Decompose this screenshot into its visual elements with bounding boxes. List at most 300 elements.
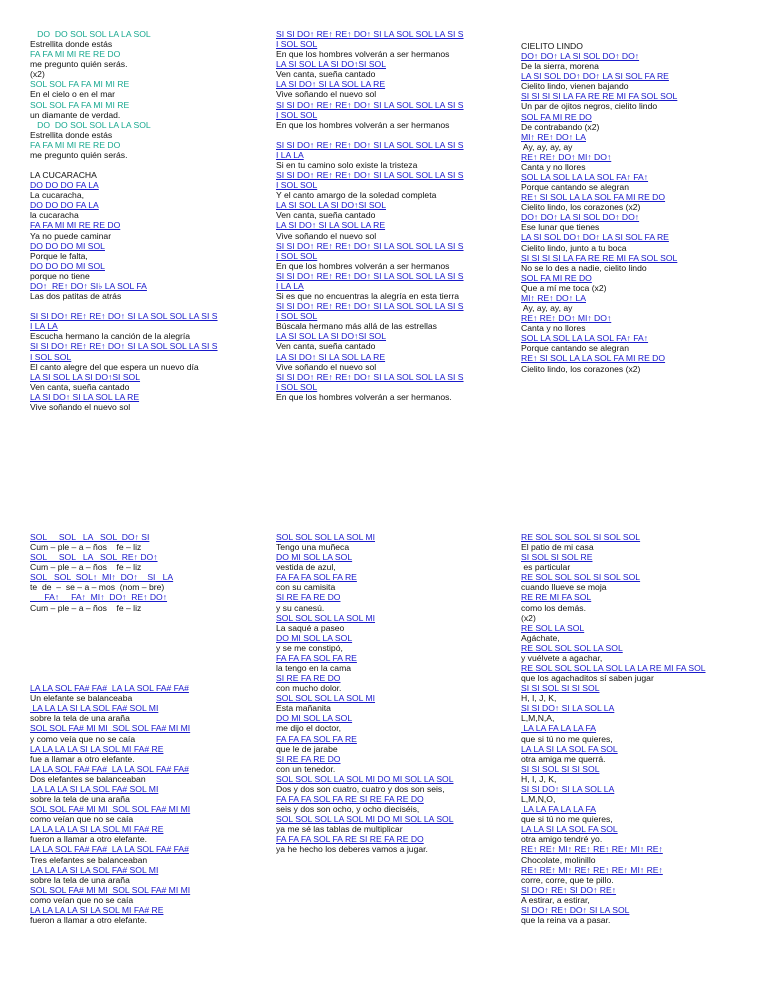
- note-line[interactable]: LA LA LA LA SI LA SOL MI FA# RE: [30, 824, 164, 835]
- note-row: [276, 834, 508, 844]
- note-line[interactable]: RE SOL SOL SOL SI SOL SOL: [521, 532, 641, 542]
- note-row: [521, 152, 753, 162]
- note-row: [521, 112, 753, 122]
- note-line[interactable]: SOL SOL LA SOL DO↑ SI: [30, 532, 150, 542]
- lyric-row: [521, 693, 753, 703]
- note-line[interactable]: DO↑ DO↑ LA SI SOL DO↑ DO↑: [521, 51, 640, 62]
- lyric-line: Que a mí me toca (x2): [521, 282, 607, 293]
- lyric-row: [276, 190, 508, 200]
- lyric-line: Ese lunar que tienes: [521, 222, 600, 233]
- lyric-line: La saqué a paseo: [276, 622, 345, 633]
- lyric-line: ya me sé las tablas de multiplicar: [276, 824, 403, 835]
- note-line[interactable]: SI SI SOL SI SI SOL: [521, 763, 600, 774]
- song-block-tengo-una-muneca: [276, 532, 508, 855]
- lyric-row: [521, 542, 753, 552]
- note-row: [30, 120, 262, 130]
- lyric-row: [521, 713, 753, 723]
- note-line[interactable]: SOL SOL SOL LA SOL MI DO MI SOL LA SOL: [276, 814, 454, 825]
- note-row: [30, 29, 262, 39]
- note-row: [521, 643, 753, 653]
- note-row: [30, 341, 262, 351]
- note-row: [521, 885, 753, 895]
- note-line[interactable]: SI SI DO↑ RE↑ RE↑ DO↑ SI LA SOL SOL LA SI S: [276, 301, 464, 312]
- note-line[interactable]: SOL SOL SOL↑ MI↑ DO↑ SI LA: [30, 572, 174, 583]
- lyric-row: [521, 562, 753, 572]
- lyric-row: [30, 210, 262, 220]
- note-line[interactable]: MI↑ RE↑ DO↑ LA: [521, 292, 586, 303]
- note-line[interactable]: FA FA MI MI RE RE DO: [30, 220, 121, 231]
- lyric-line: (x2): [30, 69, 45, 80]
- note-row: [276, 241, 508, 251]
- note-row: [30, 321, 262, 331]
- note-line[interactable]: RE SOL SOL SOL LA SOL LA LA RE MI FA SOL: [521, 663, 706, 674]
- lyric-line: Ven canta, sueña cantado: [276, 69, 376, 80]
- note-line[interactable]: I SOL SOL: [276, 250, 318, 261]
- note-row: [521, 333, 753, 343]
- lyric-row: [30, 814, 262, 824]
- note-line[interactable]: I LA LA: [276, 280, 304, 291]
- note-line[interactable]: LA LA LA SI LA SOL FA# SOL MI: [30, 783, 159, 794]
- note-row: [276, 352, 508, 362]
- lyric-line: Cum – ple – a – ños fe – liz: [30, 602, 142, 613]
- note-line[interactable]: SI SI SI SI LA FA RE RE MI FA SOL SOL: [521, 91, 678, 102]
- song-block-cielito-lindo: [521, 41, 753, 374]
- note-row: [30, 592, 262, 602]
- lyric-row: [521, 41, 753, 51]
- note-row: [30, 723, 262, 733]
- note-row: [521, 71, 753, 81]
- lyric-row: [521, 613, 753, 623]
- lyric-line: seis y dos son ocho, y ocho dieciséis,: [276, 804, 420, 815]
- lyric-line: como los demás.: [521, 602, 586, 613]
- lyric-row: [521, 202, 753, 212]
- lyric-line: Canta y no llores: [521, 323, 586, 334]
- lyric-row: [521, 834, 753, 844]
- note-row: [521, 592, 753, 602]
- lyric-row: [30, 39, 262, 49]
- lyric-row: [30, 150, 262, 160]
- lyric-row: [521, 774, 753, 784]
- lyric-line: es particular: [521, 562, 571, 573]
- note-row: [30, 552, 262, 562]
- lyric-row: [30, 875, 262, 885]
- lyric-row: [521, 122, 753, 132]
- lyric-line: Ay, ay, ay, ay: [521, 141, 573, 152]
- lyric-line: y se me constipó,: [276, 642, 343, 653]
- note-row: [521, 764, 753, 774]
- lyric-row: [276, 231, 508, 241]
- note-line[interactable]: LA LA FA LA LA FA: [521, 804, 597, 815]
- note-line: FA FA MI MI RE RE DO: [30, 139, 121, 150]
- note-row: [276, 734, 508, 744]
- note-line: DO DO SOL SOL LA LA SOL: [30, 119, 151, 130]
- lyric-row: [276, 89, 508, 99]
- lyric-line: El patio de mi casa: [521, 542, 594, 553]
- note-row: [521, 353, 753, 363]
- note-line[interactable]: SI SI DO↑ SI LA SOL LA: [521, 783, 615, 794]
- note-line[interactable]: LA SI SOL LA SI DO↑SI SOL: [276, 331, 387, 342]
- note-row: [276, 754, 508, 764]
- note-line: FA FA MI MI RE RE DO: [30, 49, 121, 60]
- lyric-line: y vuélvete a agachar,: [521, 652, 603, 663]
- note-line[interactable]: I SOL SOL: [276, 109, 318, 120]
- note-line[interactable]: RE↑ RE↑ MI↑ RE↑ RE↑ RE↑ MI↑ RE↑: [521, 864, 663, 875]
- note-line[interactable]: SOL LA SOL LA LA SOL FA↑ FA↑: [521, 333, 649, 344]
- note-row: [276, 140, 508, 150]
- note-row: [521, 273, 753, 283]
- lyric-row: [521, 323, 753, 333]
- lyric-row: [276, 542, 508, 552]
- note-row: [521, 91, 753, 101]
- note-row: [30, 372, 262, 382]
- lyric-line: sobre la tela de una araña: [30, 874, 130, 885]
- note-line[interactable]: LA SI SOL LA SI DO↑SI SOL: [276, 59, 387, 70]
- lyric-line: la tengo en la cama: [276, 663, 352, 674]
- lyric-line: Estrellita donde estás: [30, 39, 113, 50]
- lyric-line: En que los hombres volverán a ser hermanos: [276, 260, 450, 271]
- note-line[interactable]: RE↑ RE↑ DO↑ MI↑ DO↑: [521, 151, 612, 162]
- note-line[interactable]: SI SI DO↑ RE↑ RE↑ DO↑ SI LA SOL SOL LA SI S: [30, 341, 218, 352]
- lyric-row: [521, 343, 753, 353]
- note-line[interactable]: LA LA LA SI LA SOL FA# SOL MI: [30, 864, 159, 875]
- note-line[interactable]: DO↑ DO↑ LA SI SOL DO↑ DO↑: [521, 212, 640, 223]
- note-row: [30, 352, 262, 362]
- lyric-row: [276, 49, 508, 59]
- lyric-line: No se lo des a nadie, cielito lindo: [521, 262, 647, 273]
- lyric-row: [30, 130, 262, 140]
- note-line[interactable]: SOL SOL SOL LA SOL MI: [276, 693, 376, 704]
- lyric-line: corre, corre, que te pillo.: [521, 874, 614, 885]
- lyric-line: un diamante de verdad.: [30, 109, 121, 120]
- note-line[interactable]: SI DO↑ RE↑ SI DO↑ RE↑: [521, 884, 617, 895]
- lyric-row: [276, 160, 508, 170]
- note-line[interactable]: SI RE FA RE DO: [276, 753, 341, 764]
- note-row: [30, 49, 262, 59]
- lyric-row: [30, 855, 262, 865]
- lyric-row: [521, 182, 753, 192]
- note-row: [521, 552, 753, 562]
- note-line[interactable]: RE RE MI FA SOL: [521, 592, 592, 603]
- note-line[interactable]: SI SI SI SI LA FA RE RE MI FA SOL SOL: [521, 252, 678, 263]
- note-line[interactable]: LA LA FA LA LA FA: [521, 723, 597, 734]
- lyric-line: Ven canta, sueña cantado: [276, 210, 376, 221]
- note-line[interactable]: I LA LA: [30, 321, 58, 332]
- lyric-row: [276, 69, 508, 79]
- note-line[interactable]: LA SI DO↑ SI LA SOL LA RE: [30, 391, 140, 402]
- note-row: [30, 703, 262, 713]
- lyric-row: [30, 774, 262, 784]
- lyric-row: [521, 142, 753, 152]
- note-line[interactable]: SOL SOL FA# MI MI SOL SOL FA# MI MI: [30, 723, 191, 734]
- note-line[interactable]: I SOL SOL: [276, 311, 318, 322]
- lyric-line: En el cielo o en el mar: [30, 89, 116, 100]
- lyric-row: [521, 81, 753, 91]
- note-line[interactable]: I SOL SOL: [30, 351, 72, 362]
- lyric-row: [521, 734, 753, 744]
- note-line[interactable]: MI↑ RE↑ DO↑ LA: [521, 131, 586, 142]
- note-row: [30, 784, 262, 794]
- lyric-line: otra amigo tendré yo.: [521, 834, 603, 845]
- note-line: DO DO SOL SOL LA LA SOL: [30, 29, 151, 39]
- lyric-line: cuando llueve se moja: [521, 582, 607, 593]
- lyric-row: [521, 263, 753, 273]
- note-line[interactable]: SOL SOL FA# MI MI SOL SOL FA# MI MI: [30, 884, 191, 895]
- lyric-line: LA CUCARACHA: [30, 170, 97, 181]
- note-line[interactable]: SI SI DO↑ RE↑ RE↑ DO↑ SI LA SOL SOL LA SI S: [276, 139, 464, 150]
- blank-line: [30, 633, 262, 643]
- note-row: [521, 723, 753, 733]
- lyric-row: [521, 582, 753, 592]
- lyric-row: [30, 834, 262, 844]
- note-line[interactable]: SI SI DO↑ RE↑ RE↑ DO↑ SI LA SOL SOL LA SI S: [276, 29, 464, 39]
- note-row: [276, 693, 508, 703]
- note-line[interactable]: RE SOL SOL SOL LA SOL: [521, 642, 623, 653]
- lyric-row: [30, 331, 262, 341]
- note-row: [521, 572, 753, 582]
- lyric-row: [30, 895, 262, 905]
- note-line[interactable]: SI SI DO↑ RE↑ RE↑ DO↑ SI LA SOL SOL LA SI S: [276, 270, 464, 281]
- lyric-row: [30, 603, 262, 613]
- note-row: [30, 905, 262, 915]
- note-line[interactable]: SOL SOL SOL LA SOL MI: [276, 612, 376, 623]
- note-row: [276, 713, 508, 723]
- lyric-line: que si tú no me quieres,: [521, 814, 613, 825]
- song-block-estrellita-cucaracha-himno: [30, 29, 262, 412]
- note-line[interactable]: DO DO DO FA LA: [30, 200, 99, 211]
- note-line[interactable]: LA LA SOL FA# FA# LA LA SOL FA# FA#: [30, 844, 189, 855]
- note-line[interactable]: DO MI SOL LA SOL: [276, 552, 353, 563]
- note-row: [276, 170, 508, 180]
- note-line[interactable]: LA LA SOL FA# FA# LA LA SOL FA# FA#: [30, 763, 189, 774]
- lyric-line: La cucaracha,: [30, 190, 84, 201]
- lyric-row: [276, 582, 508, 592]
- note-line[interactable]: FA FA FA SOL FA RE SI RE FA RE DO: [276, 794, 424, 805]
- note-row: [276, 39, 508, 49]
- note-line[interactable]: SI SI DO↑ RE↑ RE↑ DO↑ SI LA SOL SOL LA SI S: [276, 240, 464, 251]
- note-row: [30, 140, 262, 150]
- lyric-row: [276, 663, 508, 673]
- note-line[interactable]: SI RE FA RE DO: [276, 592, 341, 603]
- note-row: [276, 382, 508, 392]
- lyric-row: [30, 362, 262, 372]
- lyric-line: Las dos patitas de atrás: [30, 291, 122, 302]
- note-line[interactable]: SOL SOL SOL LA SOL MI: [276, 532, 376, 542]
- note-line[interactable]: FA FA FA SOL FA RE: [276, 572, 357, 583]
- note-row: [30, 824, 262, 834]
- note-line[interactable]: DO↑ RE↑ DO↑ SI♭ LA SOL FA: [30, 280, 147, 291]
- note-row: [276, 613, 508, 623]
- note-row: [521, 663, 753, 673]
- note-line[interactable]: FA↑ FA↑ MI↑ DO↑ RE↑ DO↑: [30, 592, 168, 603]
- note-row: [521, 784, 753, 794]
- lyric-row: [30, 794, 262, 804]
- lyric-row: [30, 542, 262, 552]
- lyric-line: te de – se – a – mos (nom – bre): [30, 582, 165, 593]
- note-row: [30, 804, 262, 814]
- note-line[interactable]: LA LA LA LA SI LA SOL MI FA# RE: [30, 904, 164, 915]
- note-line[interactable]: RE↑ SI SOL LA LA SOL FA MI RE DO: [521, 192, 666, 203]
- lyric-line: De la sierra, morena: [521, 61, 599, 72]
- blank-line: [276, 130, 508, 140]
- note-line[interactable]: SI SI DO↑ RE↑ RE↑ DO↑ SI LA SOL SOL LA SI S: [276, 99, 464, 110]
- lyric-row: [521, 303, 753, 313]
- lyric-line: Estrellita donde estás: [30, 129, 113, 140]
- lyric-line: como veían que no se caía: [30, 814, 134, 825]
- note-line[interactable]: I SOL SOL: [276, 381, 318, 392]
- blank-line: [30, 301, 262, 311]
- note-row: [276, 814, 508, 824]
- note-line[interactable]: FA FA FA SOL FA RE: [276, 652, 357, 663]
- note-row: [276, 150, 508, 160]
- note-line[interactable]: SI SI SOL SI SI SOL: [521, 683, 600, 694]
- blank-line: [30, 663, 262, 673]
- note-row: [521, 172, 753, 182]
- lyric-line: Ya no puede caminar: [30, 230, 112, 241]
- note-line[interactable]: LA LA LA SI LA SOL FA# SOL MI: [30, 703, 159, 714]
- note-line[interactable]: SI RE FA RE DO: [276, 673, 341, 684]
- note-line[interactable]: SI SI DO↑ RE↑ RE↑ DO↑ SI LA SOL SOL LA SI S: [276, 170, 464, 181]
- note-line[interactable]: DO DO DO MI SOL: [30, 240, 105, 251]
- note-row: [276, 251, 508, 261]
- lyric-row: [276, 623, 508, 633]
- lyric-row: [30, 734, 262, 744]
- note-row: [521, 865, 753, 875]
- blank-line: [30, 613, 262, 623]
- lyric-line: me pregunto quién serás.: [30, 59, 128, 70]
- note-line[interactable]: LA SI DO↑ SI LA SOL LA RE: [276, 220, 386, 231]
- note-line[interactable]: I SOL SOL: [276, 180, 318, 191]
- lyric-row: [276, 824, 508, 834]
- lyric-line: Vive soñando el nuevo sol: [276, 361, 377, 372]
- lyric-line: Ay, ay, ay, ay: [521, 303, 573, 314]
- lyric-line: Búscala hermano más allá de las estrellas: [276, 321, 437, 332]
- lyric-row: [30, 693, 262, 703]
- note-line[interactable]: LA LA LA LA SI LA SOL MI FA# RE: [30, 743, 164, 754]
- note-row: [276, 311, 508, 321]
- note-line[interactable]: SOL SOL FA# MI MI SOL SOL FA# MI MI: [30, 804, 191, 815]
- note-line[interactable]: SI SI DO↑ RE↑ RE↑ DO↑ SI LA SOL SOL LA SI S: [276, 371, 464, 382]
- note-line[interactable]: RE SOL SOL SOL SI SOL SOL: [521, 572, 641, 583]
- lyric-row: [30, 582, 262, 592]
- note-line[interactable]: I SOL SOL: [276, 39, 318, 50]
- lyric-row: [30, 291, 262, 301]
- note-line: SOL SOL FA FA MI MI RE: [30, 79, 130, 90]
- lyric-line: sobre la tela de una araña: [30, 794, 130, 805]
- note-line[interactable]: SOL FA MI RE DO: [521, 111, 592, 122]
- lyric-line: Dos y dos son cuatro, cuatro y dos son seis,: [276, 783, 445, 794]
- note-line[interactable]: LA SI DO↑ SI LA SOL LA RE: [276, 79, 386, 90]
- note-line[interactable]: LA SI SOL DO↑ DO↑ LA SI SOL FA RE: [521, 232, 669, 243]
- lyric-row: [521, 653, 753, 663]
- lyric-row: [30, 231, 262, 241]
- lyric-line: otra amiga me querrá.: [521, 753, 606, 764]
- note-line[interactable]: LA LA SI LA SOL FA SOL: [521, 824, 618, 835]
- lyric-line: sobre la tela de una araña: [30, 713, 130, 724]
- note-line[interactable]: I LA LA: [276, 149, 304, 160]
- note-line[interactable]: SI DO↑ RE↑ DO↑ SI LA SOL: [521, 904, 630, 915]
- note-row: [30, 281, 262, 291]
- note-line[interactable]: DO DO DO MI SOL: [30, 260, 105, 271]
- lyric-row: [30, 271, 262, 281]
- note-line: SOL SOL FA FA MI MI RE: [30, 99, 130, 110]
- lyric-row: [30, 713, 262, 723]
- lyric-line: me pregunto quién serás.: [30, 149, 128, 160]
- note-line[interactable]: FA FA FA SOL FA RE: [276, 733, 357, 744]
- lyric-line: fueron a llamar a otro elefante.: [30, 914, 148, 925]
- note-row: [30, 200, 262, 210]
- lyric-line: y su canesú.: [276, 602, 325, 613]
- note-line[interactable]: LA SI SOL DO↑ DO↑ LA SI SOL FA RE: [521, 71, 669, 82]
- lyric-line: Chocolate, molinillo: [521, 854, 596, 865]
- note-line[interactable]: LA LA SI LA SOL FA SOL: [521, 743, 618, 754]
- lyric-row: [521, 875, 753, 885]
- note-line[interactable]: SOL LA SOL LA LA SOL FA↑ FA↑: [521, 172, 649, 183]
- lyric-line: Un par de ojitos negros, cielito lindo: [521, 101, 658, 112]
- lyric-row: [521, 915, 753, 925]
- lyric-line: Tengo una muñeca: [276, 542, 350, 553]
- lyric-line: Canta y no llores: [521, 161, 586, 172]
- note-row: [276, 331, 508, 341]
- lyric-line: Vive soñando el nuevo sol: [276, 230, 377, 241]
- note-row: [521, 132, 753, 142]
- lyric-line: Tres elefantes se balanceaban: [30, 854, 148, 865]
- note-row: [276, 794, 508, 804]
- note-line[interactable]: RE↑ RE↑ DO↑ MI↑ DO↑: [521, 313, 612, 324]
- note-line[interactable]: RE↑ SI SOL LA LA SOL FA MI RE DO: [521, 353, 666, 364]
- note-line[interactable]: SOL SOL SOL LA SOL MI DO MI SOL LA SOL: [276, 773, 454, 784]
- lyric-row: [521, 603, 753, 613]
- song-block-cumpleanos-elefante: [30, 532, 262, 925]
- lyric-row: [521, 61, 753, 71]
- note-line[interactable]: SOL FA MI RE DO: [521, 272, 592, 283]
- note-row: [276, 774, 508, 784]
- lyric-line: fueron a llamar a otro elefante.: [30, 834, 148, 845]
- note-line[interactable]: DO MI SOL LA SOL: [276, 713, 353, 724]
- note-row: [521, 905, 753, 915]
- note-line[interactable]: LA SI SOL LA SI DO↑SI SOL: [30, 371, 141, 382]
- lyric-row: [276, 362, 508, 372]
- lyric-row: [30, 562, 262, 572]
- lyric-row: [30, 110, 262, 120]
- lyric-line: Vive soñando el nuevo sol: [276, 89, 377, 100]
- note-line[interactable]: SI SI DO↑ SI LA SOL LA: [521, 703, 615, 714]
- note-line[interactable]: SI SI DO↑ RE↑ RE↑ DO↑ SI LA SOL SOL LA SI S: [30, 311, 218, 322]
- note-row: [521, 744, 753, 754]
- lyric-line: Cielito lindo, junto a tu boca: [521, 242, 627, 253]
- lyric-row: [276, 643, 508, 653]
- lyric-row: [276, 723, 508, 733]
- note-line[interactable]: LA LA SOL FA# FA# LA LA SOL FA# FA#: [30, 683, 189, 694]
- note-row: [276, 301, 508, 311]
- note-line[interactable]: LA SI DO↑ SI LA SOL LA RE: [276, 351, 386, 362]
- note-row: [276, 200, 508, 210]
- lyric-row: [276, 392, 508, 402]
- note-line[interactable]: DO DO DO FA LA: [30, 180, 99, 191]
- note-row: [276, 220, 508, 230]
- note-line[interactable]: RE↑ RE↑ MI↑ RE↑ RE↑ RE↑ MI↑ RE↑: [521, 844, 663, 855]
- note-line[interactable]: LA SI SOL LA SI DO↑SI SOL: [276, 200, 387, 211]
- note-row: [276, 532, 508, 542]
- lyric-row: [521, 283, 753, 293]
- note-line[interactable]: RE SOL LA SOL: [521, 622, 585, 633]
- note-line[interactable]: SOL SOL LA SOL RE↑ DO↑: [30, 552, 158, 563]
- note-line[interactable]: FA FA FA SOL FA RE SI RE FA RE DO: [276, 834, 424, 845]
- lyric-row: [276, 341, 508, 351]
- note-line[interactable]: SI SOL SI SOL RE: [521, 552, 593, 563]
- lyric-line: Cum – ple – a – ños fe – liz: [30, 562, 142, 573]
- note-line[interactable]: DO MI SOL LA SOL: [276, 632, 353, 643]
- lyric-row: [521, 794, 753, 804]
